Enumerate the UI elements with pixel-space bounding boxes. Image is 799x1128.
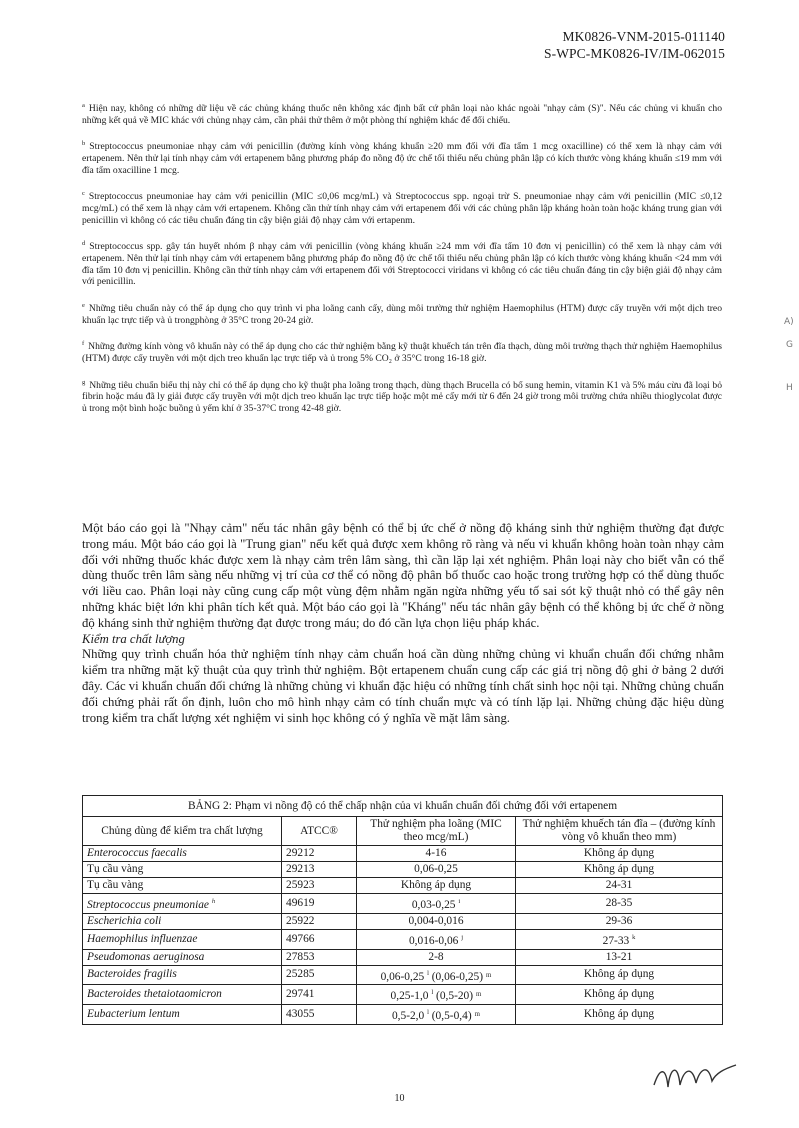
section-heading-quality-control: Kiểm tra chất lượng (82, 631, 185, 646)
cell-disk: Không áp dụng (516, 965, 723, 985)
cell-strain: Pseudomonas aeruginosa (83, 949, 282, 965)
cell-strain: Bacteroides fragilis (83, 965, 282, 985)
document-code-1: MK0826-VNM-2015-011140 (562, 29, 725, 44)
cell-disk: 13-21 (516, 949, 723, 965)
paragraph-quality-control: Những quy trình chuẩn hóa thử nghiệm tính nhạy cảm chuẩn hoá cần dùng những chủng vi khuẩn chuẩn đối chứng nhằm kiểm tra những mặt kỹ thuật của quy trình thử nghiệm. Bột ertapenem chuẩn cung cấp các giá trị nồng độ ghi ở bảng 2 dưới đây. Các vi khuẩn chuẩn đối chứng là những chủng vi khuẩn đặc hiệu có những tính chất sinh học nội tại. Những chủng chuẩn đối chứng phải rất ổn định, luôn cho mô hình nhạy cảm có tính chuẩn mực và có tính lặp lại. Những chủng đặc hiệu dùng trong kiểm tra chất lượng xét nghiệm vi sinh học không có ý nghĩa về mặt lâm sàng. (82, 647, 724, 725)
footnote-d: $^d$ Streptococcus spp. gây tán huyết nhóm β nhạy cảm với penicillin (vòng kháng khuẩn ≥24 mm với đĩa tẩm 10 đơn vị penicillin) có thể xem là nhạy cảm với ertapenem. Nên thử lại tính nhạy cảm với ertapenem bằng phương pháp đo nồng độ ức chế tối thiểu nếu chủng phân lập có kích thước vòng kháng khuẩn <24 mm với đĩa tẩm 10 đơn vị penicillin. Không cần thử tính nhạy cảm với ertapenem đối với Streptococci viridans vì không có các tiêu chuẩn đáng tin cậy biện giải độ nhạy cảm với penicillin. (82, 240, 722, 288)
footnote-e: $^e$ Những tiêu chuẩn này có thể áp dụng cho quy trình vi pha loãng canh cấy, dùng môi trường thử nghiệm Haemophilus (HTM) được cấy truyền với một dịch treo khuẩn lạc trực tiếp và ủ trongphòng ở 35°C trong 20-24 giờ. (82, 301, 722, 326)
cell-disk: Không áp dụng (516, 1005, 723, 1025)
col-header-disk: Thử nghiệm khuếch tán đĩa – (đường kính vòng vô khuẩn theo mm) (516, 817, 723, 846)
table-header-row (83, 817, 723, 846)
col-header-strain: Chủng dùng để kiểm tra chất lượng (83, 817, 282, 846)
cell-mic: 0,06-0,25 (357, 862, 516, 878)
cell-strain: Enterococcus faecalis (83, 846, 282, 862)
cell-atcc: 25923 (282, 878, 357, 894)
qc-table-container (82, 795, 723, 1025)
cell-strain: Escherichia coli (83, 913, 282, 929)
cell-atcc: 29741 (282, 985, 357, 1005)
cell-mic: 0,25-1,0 $^l$ (0,5-20) ᵐ (357, 985, 516, 1005)
table-row (83, 985, 723, 1005)
cell-mic: 0,016-0,06 $^j$ (357, 929, 516, 949)
cell-strain: Bacteroides thetaiotaomicron (83, 985, 282, 1005)
cell-mic: Không áp dụng (357, 878, 516, 894)
col-header-dilution: Thử nghiệm pha loãng (MIC theo mcg/mL) (357, 817, 516, 846)
cell-disk: Không áp dụng (516, 985, 723, 1005)
edge-mark-3: H (786, 383, 793, 393)
col-header-atcc: ATCC® (282, 817, 357, 846)
table-row (83, 862, 723, 878)
cell-mic: 0,06-0,25 $^l$ (0,06-0,25) ᵐ (357, 965, 516, 985)
cell-atcc: 25285 (282, 965, 357, 985)
footnote-g: $^g$ Những tiêu chuẩn biểu thị này chỉ có thể áp dụng cho kỹ thuật pha loãng trong thạch, dùng thạch Brucella có bổ sung hemin, vitamin K1 và 5% máu cừu đã loại bỏ fibrin hoặc máu đã ly giải được cấy truyền với một dịch treo khuẩn lạc trực tiếp hoặc một mẻ cấy mới từ 6 đến 24 giờ trong môi trường chứa nhiều thioglycolat được ủ trong một bình hoặc buồng ủ yếm khí ở 35-37°C trong 42-48 giờ. (82, 378, 722, 414)
cell-atcc: 25922 (282, 913, 357, 929)
footnote-a: $^a$ Hiện nay, không có những dữ liệu về các chủng kháng thuốc nên không xác định bất cứ phân loại nào khác ngoài "nhạy cảm (S)". Nếu các chủng vi khuẩn cho những kết quả về MIC khác với chủng nhạy cảm, cần phải thử thêm ở một phòng thí nghiệm khác để đối chiếu. (82, 102, 722, 126)
table-row (83, 878, 723, 894)
cell-disk: 29-36 (516, 913, 723, 929)
cell-strain: Streptococcus pneumoniae $^h$ (83, 894, 282, 914)
cell-disk: Không áp dụng (516, 846, 723, 862)
cell-strain: Tụ cầu vàng (83, 862, 282, 878)
cell-atcc: 49766 (282, 929, 357, 949)
cell-mic: 0,004-0,016 (357, 913, 516, 929)
table-row (83, 846, 723, 862)
table-caption: BẢNG 2: Phạm vi nồng độ có thể chấp nhận của vi khuẩn chuẩn đối chứng đối với ertapenem (83, 796, 723, 817)
document-code-2: S-WPC-MK0826-IV/IM-062015 (544, 46, 725, 61)
qc-table (82, 795, 723, 1025)
page-number: 10 (394, 1093, 405, 1104)
edge-mark-1: A) (784, 317, 794, 327)
cell-strain: Tụ cầu vàng (83, 878, 282, 894)
cell-disk: 28-35 (516, 894, 723, 914)
table-body (83, 846, 723, 1025)
cell-atcc: 49619 (282, 894, 357, 914)
table-row (83, 929, 723, 949)
cell-mic: 2-8 (357, 949, 516, 965)
footnote-f: $^f$ Những đường kính vòng vô khuẩn này có thể áp dụng cho các thử nghiệm bằng kỹ thuật khuếch tán trên đĩa thạch, dùng môi trường thạch thử nghiệm Haemophilus (HTM) được cấy truyền với một dịch treo khuẩn lạc trực tiếp và ủ trong 5% CO₂ ở 35°C trong 16-18 giờ. (82, 340, 722, 365)
main-text (82, 521, 724, 726)
cell-atcc: 29212 (282, 846, 357, 862)
cell-strain: Haemophilus influenzae (83, 929, 282, 949)
table-row (83, 1005, 723, 1025)
table-row (83, 965, 723, 985)
cell-atcc: 43055 (282, 1005, 357, 1025)
cell-mic: 0,03-0,25 $^i$ (357, 894, 516, 914)
table-row (83, 894, 723, 914)
document-header (544, 28, 725, 62)
footnote-c: $^c$ Streptococcus pneumoniae hay cảm với penicillin (MIC ≤0,06 mcg/mL) và Streptococcus spp. ngoại trừ S. pneumoniae nhạy cảm với penicillin (MIC ≤0,12 mcg/mL) có thể xem là nhạy cảm với ertapenem. Không cần thử tính nhạy cảm với ertapenem đối với các chủng phân lập kháng hoàn toàn hoặc kháng trung gian với penicillin vì không có các tiêu chuẩn đáng tin cậy biện giải độ nhạy cảm với ertapenm. (82, 190, 722, 226)
cell-mic: 0,5-2,0 $^l$ (0,5-0,4) ᵐ (357, 1005, 516, 1025)
edge-mark-2: G (786, 340, 793, 350)
footnote-b: $^b$ Streptococcus pneumoniae nhạy cảm với penicillin (đường kính vòng kháng khuẩn ≥20 mm đối với đĩa tẩm 1 mcg oxacilline) có thể xem là nhạy cảm với ertapenem. Nên thử lại tính nhạy cảm với ertapenem bằng phương pháp đo nồng độ ức chế tối thiểu nếu chủng phân lập có kích thước vòng kháng khuẩn ≤19 mm với đĩa tẩm oxacilline 1 mcg. (82, 140, 722, 176)
cell-atcc: 29213 (282, 862, 357, 878)
cell-mic: 4-16 (357, 846, 516, 862)
cell-atcc: 27853 (282, 949, 357, 965)
cell-disk: 27-33 $^k$ (516, 929, 723, 949)
footnotes-section (82, 100, 722, 427)
cell-disk: 24-31 (516, 878, 723, 894)
table-row (83, 949, 723, 965)
table-row (83, 913, 723, 929)
cell-strain: Eubacterium lentum (83, 1005, 282, 1025)
paragraph-susceptibility: Một báo cáo gọi là "Nhạy cảm" nếu tác nhân gây bệnh có thể bị ức chế ở nồng độ kháng sinh thử nghiệm thường đạt được trong máu. Một báo cáo gọi là "Trung gian" nếu kết quả được xem không rõ ràng và nếu vi khuẩn không hoàn toàn nhạy cảm đối với những thuốc khác được xem là nhạy cảm trên lâm sàng, thì cần lặp lại xét nghiệm. Phân loại này cho biết vẫn có thể dùng thuốc trên lâm sàng nếu những vị trí của cơ thể có nồng độ phân bố thuốc cao hoặc trong trường hợp có thể dùng thuốc với liều cao. Phân loại này cũng cung cấp một vùng đệm nhằm ngăn ngừa những yếu tố sai sót kỹ thuật nhỏ có thể gây nên những khác biệt lớn khi phân tích kết quả. Một báo cáo gọi là "Kháng" nếu tác nhân gây bệnh có thể không bị ức chế ở nồng độ kháng sinh thử nghiệm thường đạt được trong máu; do đó cần lựa chọn liệu pháp khác. (82, 521, 724, 630)
cell-disk: Không áp dụng (516, 862, 723, 878)
